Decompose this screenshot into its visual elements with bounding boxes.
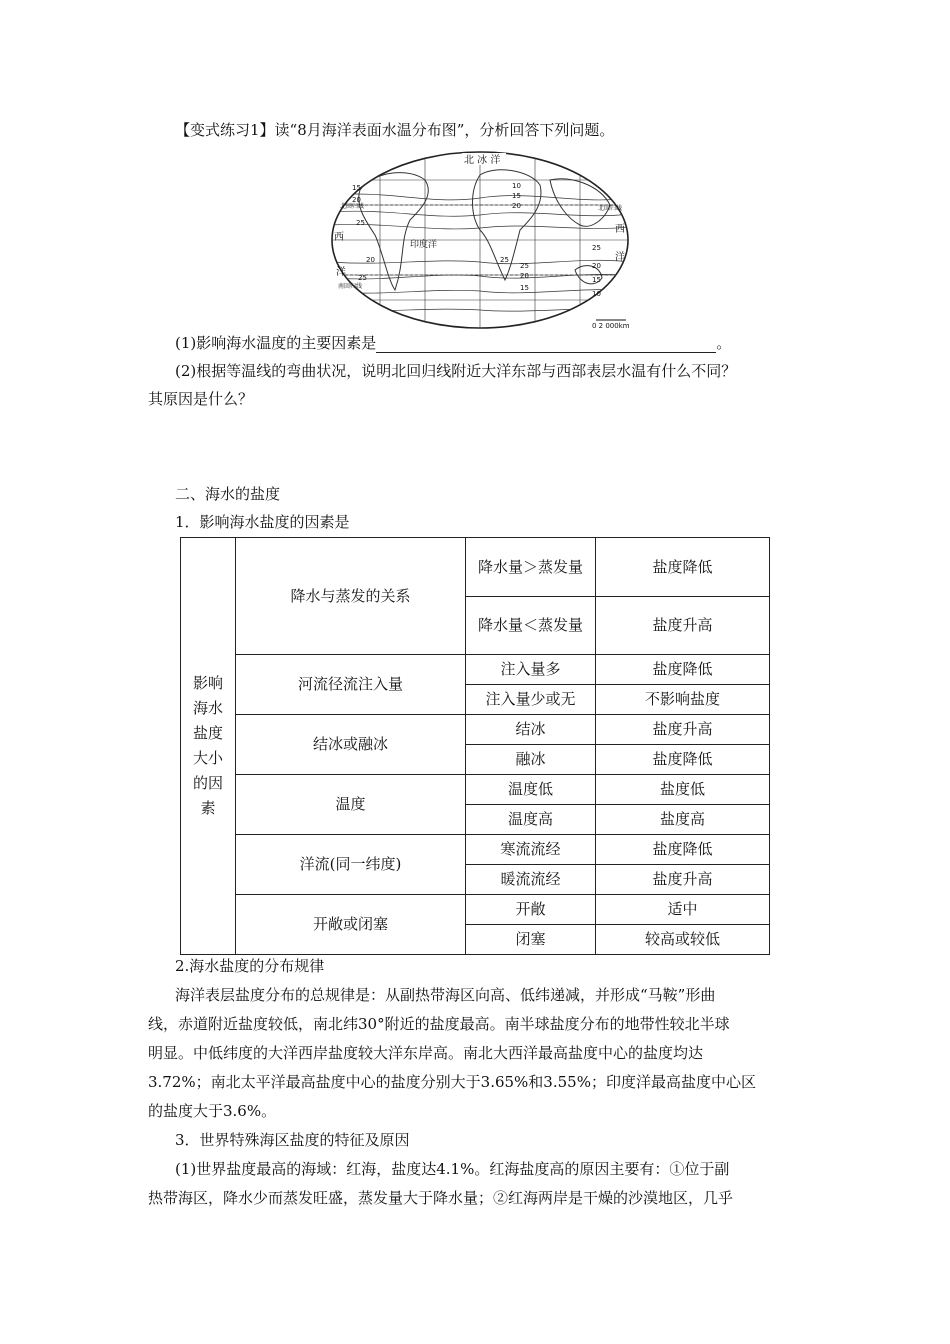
- svg-text:20: 20: [520, 272, 529, 280]
- table-row: [181, 655, 770, 685]
- result-cell: 适中: [596, 895, 770, 925]
- result-cell: 盐度低: [596, 775, 770, 805]
- table-row: [181, 775, 770, 805]
- condition-cell: 注入量多: [466, 655, 596, 685]
- condition-cell: 降水量＜蒸发量: [466, 597, 596, 655]
- svg-text:20: 20: [366, 256, 375, 264]
- condition-cell: 寒流流经: [466, 835, 596, 865]
- table-row: [181, 835, 770, 865]
- label-indian: 印度洋: [410, 240, 438, 250]
- condition-cell: 闭塞: [466, 925, 596, 955]
- svg-text:15: 15: [520, 284, 529, 292]
- condition-cell: 降水量＞蒸发量: [466, 538, 596, 597]
- label-tropic-south: 南回归线: [338, 283, 363, 290]
- label-west-left: 西: [334, 232, 344, 243]
- question-1: (1)影响海水温度的主要因素是 。: [175, 334, 732, 352]
- svg-text:15: 15: [592, 276, 601, 284]
- result-cell: 较高或较低: [596, 925, 770, 955]
- svg-text:20: 20: [592, 262, 601, 270]
- salinity-factors-table: [180, 537, 770, 955]
- result-cell: 盐度升高: [596, 715, 770, 745]
- table-row: [181, 538, 770, 597]
- result-cell: 盐度高: [596, 805, 770, 835]
- factor-cell: 开敞或闭塞: [236, 895, 466, 955]
- condition-cell: 温度低: [466, 775, 596, 805]
- condition-cell: 融冰: [466, 745, 596, 775]
- answer-blank-1: [376, 336, 716, 353]
- factor-cell: 河流径流注入量: [236, 655, 466, 715]
- result-cell: 盐度降低: [596, 835, 770, 865]
- result-cell: 盐度降低: [596, 538, 770, 597]
- table-row: [181, 715, 770, 745]
- subheading-2: 2.海水盐度的分布规律: [175, 957, 325, 975]
- label-tropic-north: 北回归线: [598, 205, 623, 212]
- svg-text:15: 15: [352, 184, 361, 192]
- question-2-line2: 其原因是什么？: [148, 390, 254, 408]
- label-yang-left: 洋: [336, 267, 346, 278]
- exercise-title: 【变式练习1】读“8月海洋表面水温分布图”，分析回答下列问题。: [175, 121, 615, 139]
- factor-cell: 结冰或融冰: [236, 715, 466, 775]
- label-yang-right: 洋: [615, 252, 625, 263]
- svg-text:25: 25: [520, 262, 529, 270]
- label-arctic: 北 冰 洋: [464, 155, 501, 166]
- factor-cell: 降水与蒸发的关系: [236, 538, 466, 655]
- condition-cell: 温度高: [466, 805, 596, 835]
- condition-cell: 结冰: [466, 715, 596, 745]
- map-graticule: [330, 150, 630, 330]
- subheading-3: 3．世界特殊海区盐度的特征及原因: [175, 1131, 410, 1149]
- svg-text:25: 25: [358, 274, 367, 282]
- result-cell: 盐度升高: [596, 597, 770, 655]
- subheading-1: 1．影响海水盐度的因素是: [175, 513, 350, 531]
- svg-text:10: 10: [592, 290, 601, 298]
- section-heading: 二、海水的盐度: [175, 485, 281, 503]
- ocean-temperature-map: [330, 150, 630, 330]
- label-tropic-north-left: 北回归线: [340, 203, 365, 210]
- svg-text:15: 15: [512, 192, 521, 200]
- svg-text:20: 20: [352, 196, 361, 204]
- table-row: [181, 895, 770, 925]
- result-cell: 盐度降低: [596, 745, 770, 775]
- factor-cell: 洋流(同一纬度): [236, 835, 466, 895]
- svg-text:25: 25: [356, 219, 365, 227]
- question-2-line1: (2)根据等温线的弯曲状况，说明北回归线附近大洋东部与西部表层水温有什么不同？: [175, 362, 737, 380]
- svg-text:20: 20: [512, 202, 521, 210]
- result-cell: 盐度降低: [596, 655, 770, 685]
- condition-cell: 注入量少或无: [466, 685, 596, 715]
- condition-cell: 暖流流经: [466, 865, 596, 895]
- result-cell: 盐度升高: [596, 865, 770, 895]
- row-header-cell: 影响 海水 盐度 大小 的因 素: [181, 538, 236, 955]
- question-1-text: (1)影响海水温度的主要因素是: [175, 334, 377, 352]
- factor-cell: 温度: [236, 775, 466, 835]
- condition-cell: 开敞: [466, 895, 596, 925]
- label-west-right: 西: [615, 224, 625, 235]
- svg-text:25: 25: [500, 256, 509, 264]
- result-cell: 不影响盐度: [596, 685, 770, 715]
- svg-text:10: 10: [512, 182, 521, 190]
- map-scale-label: 0 2 000km: [592, 322, 630, 330]
- svg-text:25: 25: [592, 244, 601, 252]
